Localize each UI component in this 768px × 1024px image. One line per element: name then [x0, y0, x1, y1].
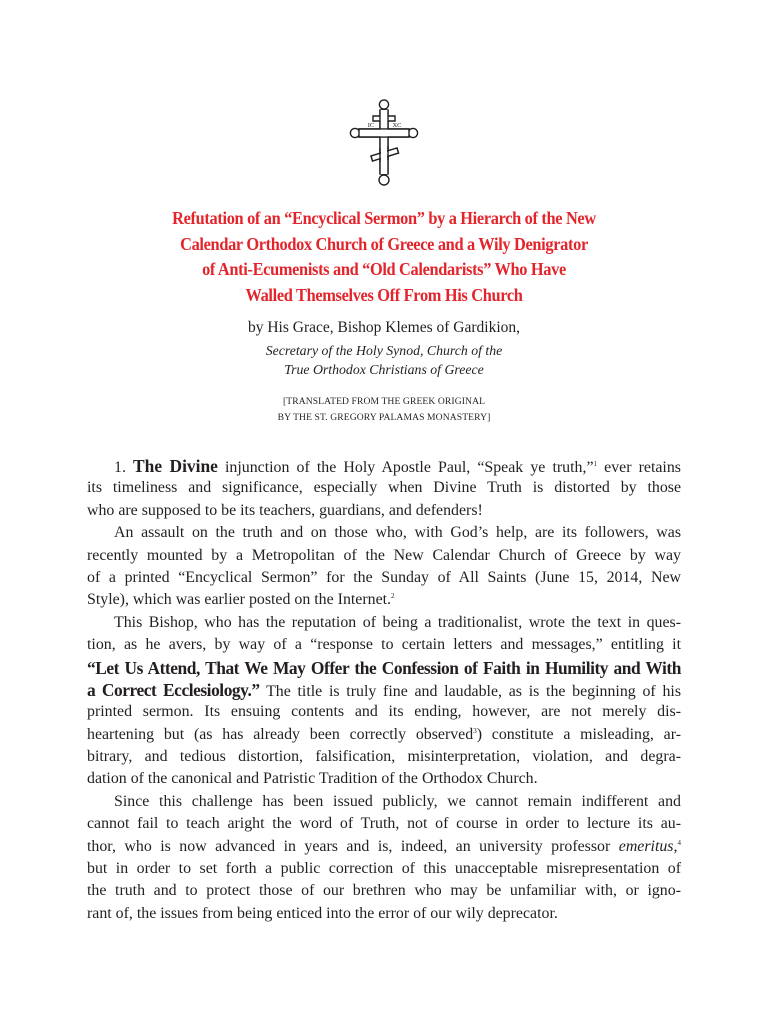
title-line: of Anti-Ecumenists and “Old Calendarists” Who Have: [202, 259, 566, 279]
title-line: Refutation of an “Encyclical Sermon” by a Hierarch of the New: [172, 208, 596, 228]
paragraph-3-line: printed sermon. Its ensuing contents and its ending, however, are not merely dis-: [87, 703, 681, 721]
footnote-ref: 2: [391, 592, 395, 601]
paragraph-3-line: [87, 679, 681, 701]
translation-note: [0, 394, 768, 426]
paragraph-4-line: [87, 836, 681, 858]
text-run: ,: [673, 837, 678, 855]
title-line: Walled Themselves Off From His Church: [245, 284, 523, 305]
paragraph-lead: The Divine: [133, 456, 218, 476]
text-run: ever retains: [604, 459, 681, 476]
paragraph-3-line: tion, as he avers, by way of a “response to certain letters and messages,” entitling it: [87, 636, 681, 654]
paragraph-2-line: An assault on the truth and on those who, with God’s help, are its followers, was: [114, 524, 681, 542]
footnote-ref: 4: [677, 838, 681, 847]
orthodox-cross-icon: [349, 96, 419, 188]
cross-letters-left: IC: [367, 122, 375, 129]
sermon-title-end: a Correct Ecclesiology.”: [87, 679, 260, 700]
document-body: [87, 455, 681, 925]
paragraph-3-line: “Let Us Attend, That We May Offer the Confession of Faith in Humility and With: [87, 657, 681, 678]
italic-term: emeritus: [618, 837, 674, 855]
text-run: Style), which was earlier posted on the Internet.: [87, 591, 392, 609]
paragraph-3-line: bitrary, and tedious distortion, falsification, misinterpretation, violation, and degra-: [87, 748, 681, 766]
paragraph-number: 1.: [114, 459, 126, 476]
title-line: Calendar Orthodox Church of Greece and a Wily Denigrator: [180, 233, 588, 254]
cross-letters-right: XC: [392, 122, 402, 129]
paragraph-4-line: the truth and to protect those of our brethren who may be unfamiliar with, or igno-: [87, 882, 681, 900]
footnote-ref: 3: [473, 726, 477, 735]
paragraph-1-line: [87, 455, 681, 477]
author-affiliation: [0, 341, 768, 379]
text-run: ) constitute a misleading, ar-: [476, 725, 681, 743]
paragraph-2-line: recently mounted by a Metropolitan of the New Calendar Church of Greece by way: [87, 546, 681, 564]
affiliation-line: True Orthodox Christians of Greece: [284, 362, 484, 377]
translation-note-line: BY THE ST. GREGORY PALAMAS MONASTERY]: [277, 412, 491, 423]
document-title: [108, 206, 661, 308]
paragraph-4-line: but in order to set forth a public correction of this unacceptable misrepresentation of: [87, 860, 681, 878]
paragraph-3-line: [87, 724, 681, 746]
paragraph-2-line: [87, 589, 681, 611]
paragraph-1-line: who are supposed to be its teachers, guardians, and defenders!: [87, 501, 483, 519]
paragraph-3-line: dation of the canonical and Patristic Tradition of the Orthodox Church.: [87, 770, 538, 788]
paragraph-3-line: This Bishop, who has the reputation of being a traditionalist, wrote the text in ques-: [114, 613, 681, 631]
paragraph-4-line: cannot fail to teach aright the word of Truth, not of course in order to lecture its au-: [87, 815, 681, 833]
paragraph-1-line: its timeliness and significance, especially when Divine Truth is distorted by those: [87, 479, 681, 497]
text-run: injunction of the Holy Apostle Paul, “Speak ye truth,”: [224, 459, 594, 476]
text-run: thor, who is now advanced in years and is, indeed, an university professor: [87, 837, 611, 855]
affiliation-line: Secretary of the Holy Synod, Church of the: [265, 343, 503, 358]
text-run: heartening but (as has already been correctly observed: [87, 725, 474, 743]
paragraph-4-line: Since this challenge has been issued publicly, we cannot remain indifferent and: [114, 792, 681, 810]
translation-note-line: [TRANSLATED FROM THE GREEK ORIGINAL: [282, 396, 486, 407]
author-byline: by His Grace, Bishop Klemes of Gardikion,: [247, 319, 521, 336]
paragraph-2-line: of a printed “Encyclical Sermon” for the Sunday of All Saints (June 15, 2014, New: [87, 568, 681, 586]
text-run: The title is truly fine and laudable, as is the beginning of his: [266, 682, 681, 700]
cross-graphic: [349, 96, 419, 188]
footnote-ref: 1: [593, 460, 598, 468]
paragraph-4-line: rant of, the issues from being enticed into the error of our wily deprecator.: [87, 904, 558, 922]
